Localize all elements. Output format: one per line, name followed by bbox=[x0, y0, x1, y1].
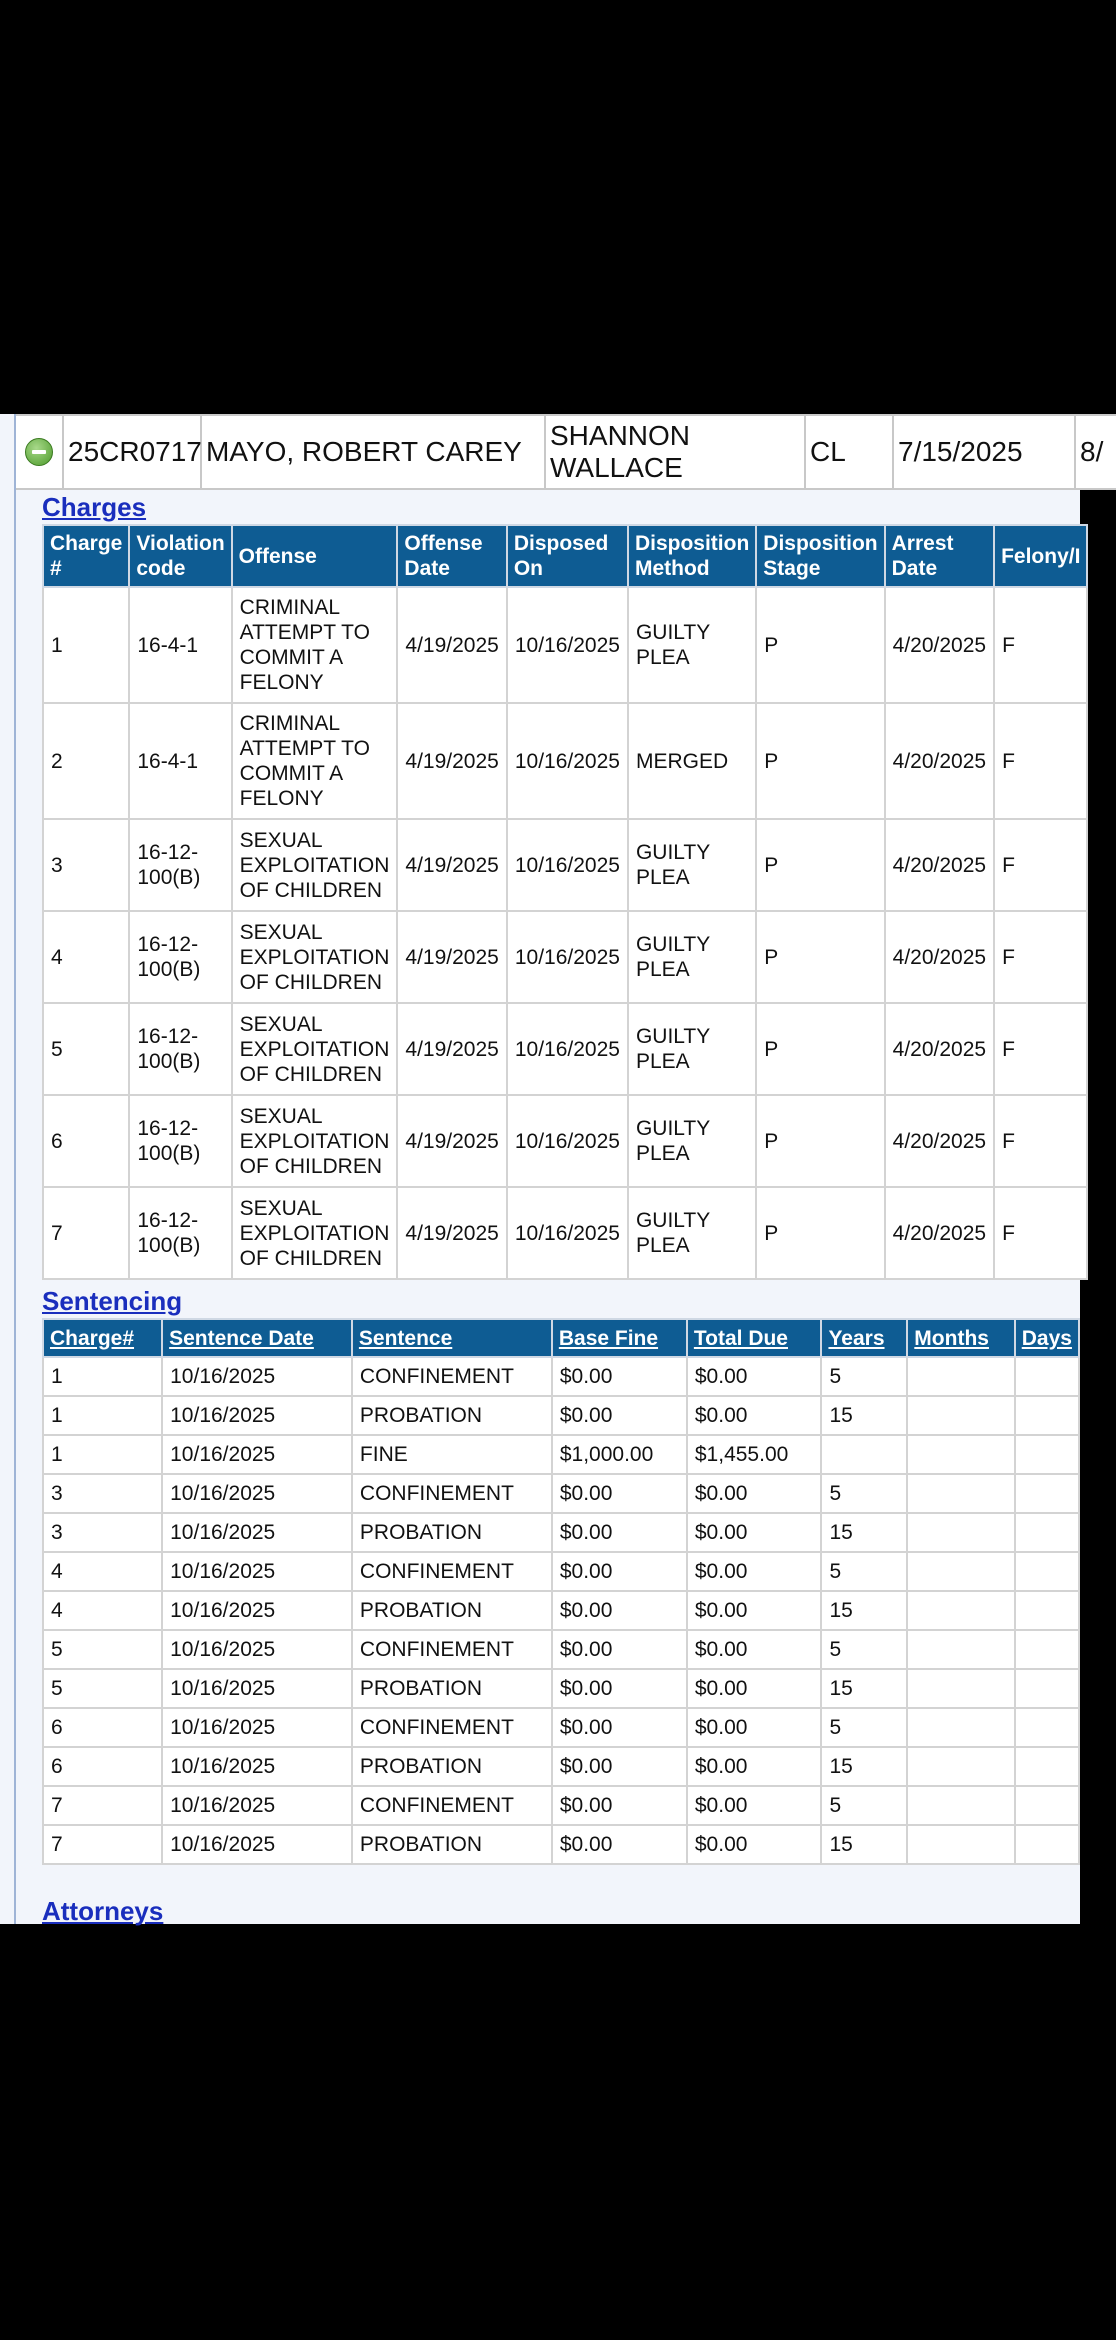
disposition-method-cell: GUILTY PLEA bbox=[628, 587, 756, 703]
months-cell bbox=[907, 1669, 1014, 1708]
base-fine-cell: $0.00 bbox=[552, 1669, 687, 1708]
offense-date-cell: 4/19/2025 bbox=[397, 1187, 506, 1279]
sentence-charge-cell: 1 bbox=[43, 1396, 162, 1435]
sentence-type-cell: CONFINEMENT bbox=[352, 1474, 552, 1513]
days-cell bbox=[1015, 1435, 1079, 1474]
base-fine-cell: $0.00 bbox=[552, 1708, 687, 1747]
sentence-row bbox=[43, 1552, 1079, 1591]
total-due-cell: $0.00 bbox=[687, 1357, 822, 1396]
charges-col-felony: Felony/I bbox=[994, 525, 1087, 587]
charges-col-charge-num: Charge # bbox=[43, 525, 129, 587]
sentence-row bbox=[43, 1786, 1079, 1825]
disposed-on-cell: 10/16/2025 bbox=[507, 1187, 628, 1279]
sentence-row bbox=[43, 1513, 1079, 1552]
sort-sentence-date-link[interactable]: Sentence Date bbox=[162, 1319, 352, 1357]
charge-row bbox=[43, 587, 1087, 703]
sentence-type-cell: CONFINEMENT bbox=[352, 1708, 552, 1747]
total-due-cell: $0.00 bbox=[687, 1669, 822, 1708]
sentence-row bbox=[43, 1474, 1079, 1513]
sentence-row bbox=[43, 1669, 1079, 1708]
sentence-type-cell: PROBATION bbox=[352, 1513, 552, 1552]
sentence-type-cell: PROBATION bbox=[352, 1747, 552, 1786]
total-due-cell: $0.00 bbox=[687, 1552, 822, 1591]
offense-cell: SEXUAL EXPLOITATION OF CHILDREN bbox=[232, 1187, 398, 1279]
sentence-charge-cell: 7 bbox=[43, 1786, 162, 1825]
sentence-date-cell: 10/16/2025 bbox=[162, 1786, 352, 1825]
disposed-on-cell: 10/16/2025 bbox=[507, 911, 628, 1003]
months-cell bbox=[907, 1435, 1014, 1474]
months-cell bbox=[907, 1474, 1014, 1513]
sentencing-header-row bbox=[43, 1319, 1079, 1357]
months-cell bbox=[907, 1708, 1014, 1747]
disposition-stage-cell: P bbox=[756, 1187, 884, 1279]
sentence-charge-cell: 3 bbox=[43, 1474, 162, 1513]
disposed-on-cell: 10/16/2025 bbox=[507, 1095, 628, 1187]
total-due-cell: $0.00 bbox=[687, 1786, 822, 1825]
base-fine-cell: $0.00 bbox=[552, 1396, 687, 1435]
sentence-charge-cell: 6 bbox=[43, 1708, 162, 1747]
sentence-row bbox=[43, 1435, 1079, 1474]
sentencing-table bbox=[42, 1318, 1080, 1865]
arrest-date-cell: 4/20/2025 bbox=[885, 703, 994, 819]
charge-row bbox=[43, 1003, 1087, 1095]
sentence-row bbox=[43, 1396, 1079, 1435]
sentence-type-cell: PROBATION bbox=[352, 1825, 552, 1864]
charge-row bbox=[43, 911, 1087, 1003]
days-cell bbox=[1015, 1396, 1079, 1435]
arrest-date-cell: 4/20/2025 bbox=[885, 819, 994, 911]
base-fine-cell: $0.00 bbox=[552, 1591, 687, 1630]
next-date-partial: 8/ bbox=[1080, 436, 1104, 467]
charges-col-disposition-stage: Disposition Stage bbox=[756, 525, 884, 587]
violation-code-cell: 16-12-100(B) bbox=[129, 1095, 231, 1187]
disposition-method-cell: GUILTY PLEA bbox=[628, 1003, 756, 1095]
sentence-type-cell: CONFINEMENT bbox=[352, 1786, 552, 1825]
days-cell bbox=[1015, 1357, 1079, 1396]
offense-date-cell: 4/19/2025 bbox=[397, 1003, 506, 1095]
attorneys-heading-link[interactable]: Attorneys bbox=[42, 1896, 164, 1926]
sentence-row bbox=[43, 1825, 1079, 1864]
charges-col-violation-code: Violation code bbox=[129, 525, 231, 587]
collapse-icon[interactable] bbox=[25, 438, 53, 466]
sentence-charge-cell: 4 bbox=[43, 1591, 162, 1630]
filed-date: 7/15/2025 bbox=[894, 416, 1076, 488]
days-cell bbox=[1015, 1825, 1079, 1864]
sentence-date-cell: 10/16/2025 bbox=[162, 1669, 352, 1708]
sentence-date-cell: 10/16/2025 bbox=[162, 1708, 352, 1747]
sentence-type-cell: CONFINEMENT bbox=[352, 1552, 552, 1591]
sort-charge-num-link[interactable]: Charge# bbox=[43, 1319, 162, 1357]
sentence-charge-cell: 6 bbox=[43, 1747, 162, 1786]
days-cell bbox=[1015, 1747, 1079, 1786]
judge-name: SHANNON WALLACE bbox=[546, 416, 806, 488]
sentencing-heading-link[interactable]: Sentencing bbox=[42, 1286, 183, 1316]
years-cell: 5 bbox=[821, 1474, 907, 1513]
years-cell: 15 bbox=[821, 1396, 907, 1435]
case-type: CL bbox=[806, 416, 894, 488]
felony-cell: F bbox=[994, 1003, 1087, 1095]
days-cell bbox=[1015, 1552, 1079, 1591]
sentence-charge-cell: 5 bbox=[43, 1630, 162, 1669]
years-cell: 15 bbox=[821, 1591, 907, 1630]
base-fine-cell: $0.00 bbox=[552, 1474, 687, 1513]
sentence-type-cell: FINE bbox=[352, 1435, 552, 1474]
sentence-row bbox=[43, 1708, 1079, 1747]
felony-cell: F bbox=[994, 1187, 1087, 1279]
arrest-date-cell: 4/20/2025 bbox=[885, 1003, 994, 1095]
sentence-type-cell: CONFINEMENT bbox=[352, 1357, 552, 1396]
disposition-stage-cell: P bbox=[756, 703, 884, 819]
offense-date-cell: 4/19/2025 bbox=[397, 1095, 506, 1187]
offense-date-cell: 4/19/2025 bbox=[397, 703, 506, 819]
sentence-date-cell: 10/16/2025 bbox=[162, 1396, 352, 1435]
sentence-row bbox=[43, 1591, 1079, 1630]
disposed-on-cell: 10/16/2025 bbox=[507, 819, 628, 911]
charge-number-cell: 2 bbox=[43, 703, 129, 819]
base-fine-cell: $0.00 bbox=[552, 1513, 687, 1552]
total-due-cell: $0.00 bbox=[687, 1708, 822, 1747]
arrest-date-cell: 4/20/2025 bbox=[885, 1095, 994, 1187]
sort-days-link[interactable]: Days bbox=[1015, 1319, 1079, 1357]
violation-code-cell: 16-12-100(B) bbox=[129, 1187, 231, 1279]
charges-col-disposed-on: Disposed On bbox=[507, 525, 628, 587]
days-cell bbox=[1015, 1708, 1079, 1747]
days-cell bbox=[1015, 1669, 1079, 1708]
base-fine-cell: $0.00 bbox=[552, 1747, 687, 1786]
years-cell: 5 bbox=[821, 1357, 907, 1396]
disposition-stage-cell: P bbox=[756, 1095, 884, 1187]
charge-number-cell: 1 bbox=[43, 587, 129, 703]
total-due-cell: $0.00 bbox=[687, 1747, 822, 1786]
total-due-cell: $0.00 bbox=[687, 1591, 822, 1630]
sentence-row bbox=[43, 1747, 1079, 1786]
sentence-charge-cell: 1 bbox=[43, 1357, 162, 1396]
charges-col-arrest-date: Arrest Date bbox=[885, 525, 994, 587]
sentence-date-cell: 10/16/2025 bbox=[162, 1630, 352, 1669]
sentence-date-cell: 10/16/2025 bbox=[162, 1747, 352, 1786]
base-fine-cell: $0.00 bbox=[552, 1357, 687, 1396]
charges-col-offense-date: Offense Date bbox=[397, 525, 506, 587]
sort-total-due-link[interactable]: Total Due bbox=[687, 1319, 822, 1357]
charge-row bbox=[43, 819, 1087, 911]
felony-cell: F bbox=[994, 819, 1087, 911]
days-cell bbox=[1015, 1786, 1079, 1825]
charge-row bbox=[43, 1095, 1087, 1187]
sentence-row bbox=[43, 1357, 1079, 1396]
sentence-date-cell: 10/16/2025 bbox=[162, 1591, 352, 1630]
sentence-date-cell: 10/16/2025 bbox=[162, 1513, 352, 1552]
years-cell: 15 bbox=[821, 1669, 907, 1708]
collapse-cell[interactable] bbox=[16, 416, 64, 488]
sentence-charge-cell: 5 bbox=[43, 1669, 162, 1708]
disposition-method-cell: GUILTY PLEA bbox=[628, 1187, 756, 1279]
offense-cell: SEXUAL EXPLOITATION OF CHILDREN bbox=[232, 819, 398, 911]
offense-cell: CRIMINAL ATTEMPT TO COMMIT A FELONY bbox=[232, 587, 398, 703]
offense-cell: SEXUAL EXPLOITATION OF CHILDREN bbox=[232, 1095, 398, 1187]
disposition-method-cell: MERGED bbox=[628, 703, 756, 819]
sentence-date-cell: 10/16/2025 bbox=[162, 1435, 352, 1474]
base-fine-cell: $0.00 bbox=[552, 1552, 687, 1591]
years-cell: 5 bbox=[821, 1786, 907, 1825]
defendant-name: MAYO, ROBERT CAREY bbox=[202, 416, 546, 488]
felony-cell: F bbox=[994, 911, 1087, 1003]
base-fine-cell: $0.00 bbox=[552, 1630, 687, 1669]
sentence-type-cell: PROBATION bbox=[352, 1591, 552, 1630]
disposition-stage-cell: P bbox=[756, 587, 884, 703]
violation-code-cell: 16-4-1 bbox=[129, 703, 231, 819]
years-cell bbox=[821, 1435, 907, 1474]
months-cell bbox=[907, 1786, 1014, 1825]
years-cell: 15 bbox=[821, 1825, 907, 1864]
sentence-date-cell: 10/16/2025 bbox=[162, 1552, 352, 1591]
offense-date-cell: 4/19/2025 bbox=[397, 587, 506, 703]
charges-col-disposition-method: Disposition Method bbox=[628, 525, 756, 587]
years-cell: 5 bbox=[821, 1630, 907, 1669]
sentence-charge-cell: 4 bbox=[43, 1552, 162, 1591]
days-cell bbox=[1015, 1630, 1079, 1669]
years-cell: 5 bbox=[821, 1708, 907, 1747]
months-cell bbox=[907, 1825, 1014, 1864]
months-cell bbox=[907, 1357, 1014, 1396]
charges-header-row bbox=[43, 525, 1087, 587]
disposition-stage-cell: P bbox=[756, 911, 884, 1003]
violation-code-cell: 16-12-100(B) bbox=[129, 819, 231, 911]
sort-sentence-link[interactable]: Sentence bbox=[352, 1319, 552, 1357]
charge-number-cell: 5 bbox=[43, 1003, 129, 1095]
disposition-method-cell: GUILTY PLEA bbox=[628, 911, 756, 1003]
sentence-charge-cell: 7 bbox=[43, 1825, 162, 1864]
charges-heading-link[interactable]: Charges bbox=[42, 492, 147, 522]
violation-code-cell: 16-12-100(B) bbox=[129, 1003, 231, 1095]
charge-number-cell: 6 bbox=[43, 1095, 129, 1187]
months-cell bbox=[907, 1591, 1014, 1630]
days-cell bbox=[1015, 1513, 1079, 1552]
sentence-row bbox=[43, 1630, 1079, 1669]
months-cell bbox=[907, 1396, 1014, 1435]
offense-date-cell: 4/19/2025 bbox=[397, 911, 506, 1003]
months-cell bbox=[907, 1747, 1014, 1786]
sentence-date-cell: 10/16/2025 bbox=[162, 1474, 352, 1513]
disposition-stage-cell: P bbox=[756, 1003, 884, 1095]
charge-number-cell: 3 bbox=[43, 819, 129, 911]
arrest-date-cell: 4/20/2025 bbox=[885, 911, 994, 1003]
charges-table bbox=[42, 524, 1088, 1280]
arrest-date-cell: 4/20/2025 bbox=[885, 587, 994, 703]
felony-cell: F bbox=[994, 587, 1087, 703]
total-due-cell: $0.00 bbox=[687, 1474, 822, 1513]
years-cell: 15 bbox=[821, 1747, 907, 1786]
violation-code-cell: 16-12-100(B) bbox=[129, 911, 231, 1003]
left-border bbox=[14, 414, 16, 1924]
total-due-cell: $1,455.00 bbox=[687, 1435, 822, 1474]
charge-row bbox=[43, 703, 1087, 819]
months-cell bbox=[907, 1552, 1014, 1591]
base-fine-cell: $1,000.00 bbox=[552, 1435, 687, 1474]
offense-date-cell: 4/19/2025 bbox=[397, 819, 506, 911]
case-detail-view bbox=[0, 414, 1104, 1926]
disposition-stage-cell: P bbox=[756, 819, 884, 911]
base-fine-cell: $0.00 bbox=[552, 1825, 687, 1864]
case-row bbox=[16, 414, 1116, 490]
charges-body bbox=[43, 587, 1087, 1279]
sentence-type-cell: PROBATION bbox=[352, 1396, 552, 1435]
sort-months-link[interactable]: Months bbox=[907, 1319, 1014, 1357]
charge-number-cell: 4 bbox=[43, 911, 129, 1003]
violation-code-cell: 16-4-1 bbox=[129, 587, 231, 703]
felony-cell: F bbox=[994, 703, 1087, 819]
disposition-method-cell: GUILTY PLEA bbox=[628, 1095, 756, 1187]
total-due-cell: $0.00 bbox=[687, 1396, 822, 1435]
years-cell: 5 bbox=[821, 1552, 907, 1591]
sentence-type-cell: CONFINEMENT bbox=[352, 1630, 552, 1669]
disposed-on-cell: 10/16/2025 bbox=[507, 1003, 628, 1095]
years-cell: 15 bbox=[821, 1513, 907, 1552]
charge-number-cell: 7 bbox=[43, 1187, 129, 1279]
disposed-on-cell: 10/16/2025 bbox=[507, 587, 628, 703]
sentence-date-cell: 10/16/2025 bbox=[162, 1825, 352, 1864]
disposition-method-cell: GUILTY PLEA bbox=[628, 819, 756, 911]
total-due-cell: $0.00 bbox=[687, 1513, 822, 1552]
total-due-cell: $0.00 bbox=[687, 1630, 822, 1669]
base-fine-cell: $0.00 bbox=[552, 1786, 687, 1825]
sort-base-fine-link[interactable]: Base Fine bbox=[552, 1319, 687, 1357]
total-due-cell: $0.00 bbox=[687, 1825, 822, 1864]
felony-cell: F bbox=[994, 1095, 1087, 1187]
disposed-on-cell: 10/16/2025 bbox=[507, 703, 628, 819]
sentence-type-cell: PROBATION bbox=[352, 1669, 552, 1708]
months-cell bbox=[907, 1630, 1014, 1669]
offense-cell: CRIMINAL ATTEMPT TO COMMIT A FELONY bbox=[232, 703, 398, 819]
charges-col-offense: Offense bbox=[232, 525, 398, 587]
sentence-charge-cell: 1 bbox=[43, 1435, 162, 1474]
sentence-charge-cell: 3 bbox=[43, 1513, 162, 1552]
charge-row bbox=[43, 1187, 1087, 1279]
case-number: 25CR0717 bbox=[64, 416, 202, 488]
offense-cell: SEXUAL EXPLOITATION OF CHILDREN bbox=[232, 911, 398, 1003]
offense-cell: SEXUAL EXPLOITATION OF CHILDREN bbox=[232, 1003, 398, 1095]
sort-years-link[interactable]: Years bbox=[821, 1319, 907, 1357]
sentencing-body bbox=[43, 1357, 1079, 1864]
months-cell bbox=[907, 1513, 1014, 1552]
days-cell bbox=[1015, 1591, 1079, 1630]
days-cell bbox=[1015, 1474, 1079, 1513]
sentence-date-cell: 10/16/2025 bbox=[162, 1357, 352, 1396]
arrest-date-cell: 4/20/2025 bbox=[885, 1187, 994, 1279]
